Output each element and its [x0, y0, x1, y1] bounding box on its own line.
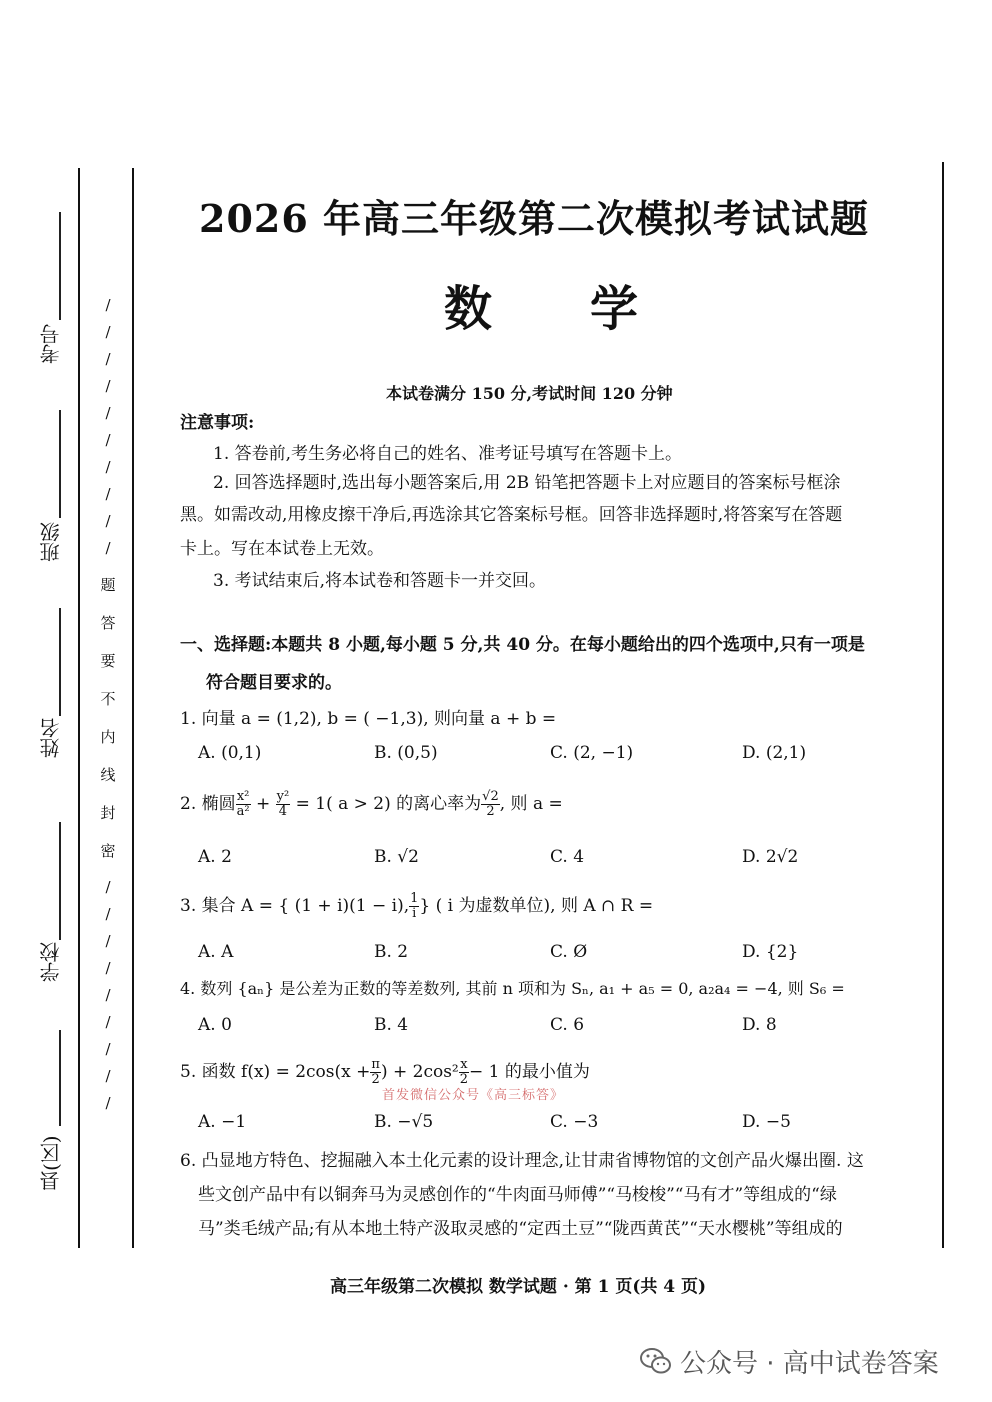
notice-item-1: 1. 答卷前,考生务必将自己的姓名、准考证号填写在答题卡上。 [213, 444, 683, 464]
q5-frac-x: $\frac{x}{2}$ [459, 1057, 469, 1087]
page-frame-right [942, 162, 944, 1248]
subject-char: 学 [590, 281, 639, 337]
slash-mark: / [105, 932, 111, 950]
section1-line1: 一、选择题:本题共 8 小题,每小题 5 分,共 40 分。在每小题给出的四个选项中,只有一项是 [180, 635, 865, 655]
q5-option-d: D. −5 [742, 1112, 791, 1132]
q3-suffix: } ( i 为虚数单位), 则 A ∩ R = [419, 896, 654, 916]
red-watermark: 首发微信公众号《高三标答》 [382, 1088, 565, 1103]
wechat-icon [640, 1346, 672, 1376]
slash-mark: / [105, 323, 111, 341]
slash-mark: / [105, 1040, 111, 1058]
q1-option-c: C. (2, −1) [550, 743, 634, 763]
q3-option-c: C. Ø [550, 942, 588, 962]
q5-option-b: B. −√5 [374, 1112, 434, 1132]
county-blank [59, 1030, 61, 1126]
label-exam-number: 考号 [39, 324, 63, 364]
q5-mid: ) + 2cos² [380, 1062, 459, 1082]
slash-mark: / [105, 539, 111, 557]
q3-option-d: D. {2} [742, 942, 799, 962]
seal-char: 要 [100, 652, 116, 670]
label-county: 县(区) [39, 1135, 63, 1191]
slash-mark: / [105, 485, 111, 503]
q4-option-a: A. 0 [198, 1015, 232, 1035]
slash-mark: / [105, 296, 111, 314]
q5-frac-pi: $\frac{\pi}{2}$ [371, 1057, 380, 1087]
q2-option-d: D. 2√2 [742, 847, 799, 867]
q1-option-b: B. (0,5) [374, 743, 438, 763]
q6-line2: 些文创产品中有以铜奔马为灵感创作的“牛肉面马师傅”“马梭梭”“马有才”等组成的“绿 [198, 1185, 837, 1205]
q2-frac-e: $\frac{√2}{2}$ [482, 789, 499, 819]
slash-mark: / [105, 431, 111, 449]
subject-title [444, 270, 638, 339]
q6-line1: 6. 凸显地方特色、挖掘融入本土化元素的设计理念,让甘肃省博物馆的文创产品火爆出圈. 这 [180, 1151, 864, 1171]
slash-mark: / [105, 1067, 111, 1085]
q5-option-a: A. −1 [198, 1112, 247, 1132]
slash-mark: / [105, 458, 111, 476]
q1-stem: 1. 向量 a = (1,2), b = ( −1,3), 则向量 a + b = [180, 709, 557, 729]
q2-option-b: B. √2 [374, 847, 419, 867]
exam-title: 2026 年高三年级第二次模拟考试试题 [199, 196, 869, 241]
binding-line-left [78, 168, 80, 1248]
q2-option-a: A. 2 [198, 847, 232, 867]
slash-mark: / [105, 512, 111, 530]
slash-mark: / [105, 1013, 111, 1031]
q2-suffix: = 1( a > 2) 的离心率为 [290, 794, 482, 814]
name-blank [59, 608, 61, 716]
label-class: 班级 [39, 522, 63, 562]
slash-mark: / [105, 905, 111, 923]
q2-stem [180, 786, 563, 822]
seal-char: 线 [100, 766, 116, 784]
q4-option-d: D. 8 [742, 1015, 777, 1035]
q4-option-c: C. 6 [550, 1015, 585, 1035]
brand-text: 公众号 · 高中试卷答案 [680, 1349, 939, 1379]
q5-prefix: 5. 函数 f(x) = 2cos(x + [180, 1062, 371, 1082]
q3-frac: $\frac{1}{i}$ [410, 891, 419, 921]
seal-char: 不 [100, 690, 116, 708]
q3-prefix: 3. 集合 A = { (1 + i)(1 − i), [180, 896, 410, 916]
notice-item-2c: 卡上。写在本试卷上无效。 [180, 539, 384, 559]
label-name: 姓名 [39, 718, 63, 758]
seal-char: 密 [100, 842, 116, 860]
notice-heading: 注意事项: [180, 413, 255, 433]
q5-option-c: C. −3 [550, 1112, 599, 1132]
binding-line-right [132, 168, 134, 1248]
seal-char: 封 [100, 804, 116, 822]
q2-prefix: 2. 椭圆 [180, 794, 236, 814]
slash-mark: / [105, 377, 111, 395]
q2-frac-y: $\frac{\text{y²}}{4}$ [276, 789, 290, 819]
section1-line2: 符合题目要求的。 [206, 673, 342, 693]
slash-mark: / [105, 878, 111, 896]
notice-item-2a: 2. 回答选择题时,选出每小题答案后,用 2B 铅笔把答题卡上对应题目的答案标号框涂 [213, 473, 841, 493]
q4-stem: 4. 数列 {aₙ} 是公差为正数的等差数列, 其前 n 项和为 Sₙ, a₁ + a₅ = 0, a₂a₄ = −4, 则 S₆ = [180, 979, 845, 998]
slash-mark: / [105, 986, 111, 1004]
q2-plus: + [250, 794, 276, 814]
q4-option-b: B. 4 [374, 1015, 409, 1035]
seal-char: 答 [100, 614, 116, 632]
q2-frac-x: $\frac{\text{x²}}{\text{a²}}$ [236, 789, 250, 819]
q2-option-c: C. 4 [550, 847, 585, 867]
notice-item-2b: 黑。如需改动,用橡皮擦干净后,再选涂其它答案标号框。回答非选择题时,将答案写在答题 [180, 505, 843, 525]
slash-mark: / [105, 404, 111, 422]
subject-char: 数 [444, 281, 493, 337]
q2-tail: , 则 a = [499, 794, 563, 814]
exam-info: 本试卷满分 150 分,考试时间 120 分钟 [386, 384, 673, 403]
notice-item-3: 3. 考试结束后,将本试卷和答题卡一并交回。 [213, 571, 547, 591]
q1-option-a: A. (0,1) [198, 743, 262, 763]
q5-suffix: − 1 的最小值为 [469, 1062, 590, 1082]
seal-column [96, 292, 120, 1117]
slash-mark: / [105, 959, 111, 977]
page-footer: 高三年级第二次模拟 数学试题 · 第 1 页(共 4 页) [330, 1277, 707, 1297]
seal-char: 题 [100, 576, 116, 594]
slash-mark: / [105, 350, 111, 368]
q1-option-d: D. (2,1) [742, 743, 807, 763]
q3-stem [180, 888, 653, 924]
slash-mark: / [105, 1094, 111, 1112]
label-school: 学校 [39, 942, 63, 982]
school-blank [59, 822, 61, 940]
seal-char: 内 [100, 728, 116, 746]
class-blank [59, 410, 61, 518]
q6-line3: 马”类毛绒产品;有从本地土特产汲取灵感的“定西土豆”“陇西黄芪”“天水樱桃”等组成的 [198, 1219, 843, 1239]
q3-option-b: B. 2 [374, 942, 409, 962]
q3-option-a: A. A [198, 942, 234, 962]
